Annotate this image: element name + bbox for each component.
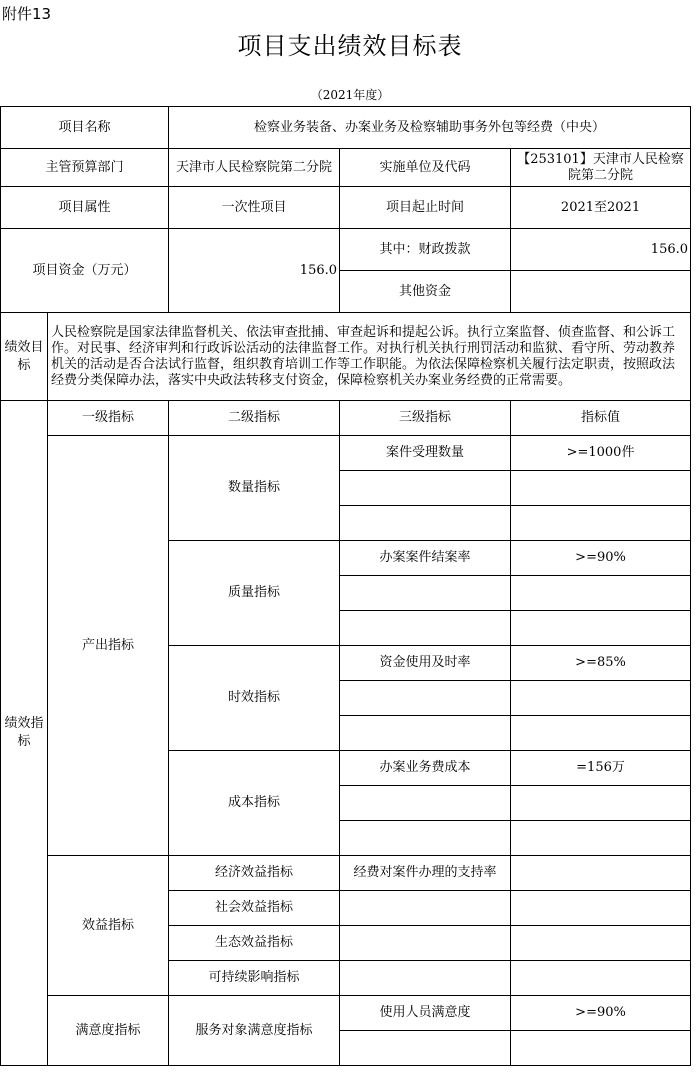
empty-cell	[340, 471, 511, 506]
fiscal-value: 156.0	[511, 229, 691, 271]
year-label: （2021年度）	[310, 88, 390, 102]
empty-cell	[340, 786, 511, 821]
unit-value: 【253101】天津市人民检察院第二分院	[511, 149, 691, 187]
dept-value: 天津市人民检察院第二分院	[169, 149, 340, 187]
goal-label: 绩效目标	[1, 313, 48, 401]
dept-label: 主管预算部门	[1, 149, 169, 187]
timeliness-value: >=85%	[511, 646, 691, 681]
indicators-label: 绩效指标	[1, 401, 48, 1066]
empty-cell	[340, 611, 511, 646]
empty-cell	[340, 926, 511, 961]
empty-cell	[340, 506, 511, 541]
header-level3: 三级指标	[340, 401, 511, 436]
other-fund-value	[511, 271, 691, 313]
quality-label: 质量指标	[169, 541, 340, 646]
quantity-name: 案件受理数量	[340, 436, 511, 471]
empty-cell	[340, 1031, 511, 1066]
empty-cell	[511, 926, 691, 961]
social-label: 社会效益指标	[169, 891, 340, 926]
empty-cell	[340, 716, 511, 751]
benefit-label: 效益指标	[48, 856, 169, 996]
cost-name: 办案业务费成本	[340, 751, 511, 786]
empty-cell	[511, 506, 691, 541]
quantity-value: >=1000件	[511, 436, 691, 471]
fund-label: 项目资金（万元）	[1, 229, 169, 313]
other-fund-label: 其他资金	[340, 271, 511, 313]
sustainable-label: 可持续影响指标	[169, 961, 340, 996]
empty-cell	[511, 716, 691, 751]
empty-cell	[511, 681, 691, 716]
project-name: 检察业务装备、办案业务及检察辅助事务外包等经费（中央）	[169, 107, 691, 149]
empty-cell	[340, 576, 511, 611]
empty-cell	[340, 891, 511, 926]
period-value: 2021至2021	[511, 187, 691, 229]
performance-table	[0, 106, 691, 1066]
header-value: 指标值	[511, 401, 691, 436]
quantity-label: 数量指标	[169, 436, 340, 541]
empty-cell	[511, 786, 691, 821]
service-satisfaction-value: >=90%	[511, 996, 691, 1031]
unit-label: 实施单位及代码	[340, 149, 511, 187]
empty-cell	[511, 1031, 691, 1066]
goal-text: 人民检察院是国家法律监督机关、依法审查批捕、审查起诉和提起公诉。执行立案监督、侦查监督、和公诉工作。对民事、经济审判和行政诉讼活动的法律监督工作。对执行机关执行刑罚活动和监狱、看守所、劳动教养机关的活动是否合法试行监督，组织教育培训工作等工作职能。为依法保障检察机关履行法定职责，按照政法经费分类保障办法，落实中央政法转移支付资金，保障检察机关办案业务经费的正常需要。	[48, 313, 691, 401]
empty-cell	[511, 611, 691, 646]
satisfaction-label: 满意度指标	[48, 996, 169, 1066]
period-label: 项目起止时间	[340, 187, 511, 229]
cost-value: =156万	[511, 751, 691, 786]
fund-total: 156.0	[169, 229, 340, 313]
empty-cell	[340, 821, 511, 856]
fiscal-label: 其中：财政拨款	[340, 229, 511, 271]
economic-name: 经费对案件办理的支持率	[340, 856, 511, 891]
timeliness-label: 时效指标	[169, 646, 340, 751]
service-satisfaction-label: 服务对象满意度指标	[169, 996, 340, 1066]
service-satisfaction-name: 使用人员满意度	[340, 996, 511, 1031]
empty-cell	[340, 681, 511, 716]
quality-value: >=90%	[511, 541, 691, 576]
empty-cell	[511, 821, 691, 856]
timeliness-name: 资金使用及时率	[340, 646, 511, 681]
page-title: 项目支出绩效目标表	[237, 32, 463, 60]
project-name-label: 项目名称	[1, 107, 169, 149]
empty-cell	[340, 961, 511, 996]
empty-cell	[511, 961, 691, 996]
empty-cell	[511, 891, 691, 926]
empty-cell	[511, 471, 691, 506]
empty-cell	[511, 576, 691, 611]
cost-label: 成本指标	[169, 751, 340, 856]
output-label: 产出指标	[48, 436, 169, 856]
attachment-label: 附件13	[2, 5, 52, 23]
header-level2: 二级指标	[169, 401, 340, 436]
economic-label: 经济效益指标	[169, 856, 340, 891]
attr-label: 项目属性	[1, 187, 169, 229]
economic-value	[511, 856, 691, 891]
ecological-label: 生态效益指标	[169, 926, 340, 961]
attr-value: 一次性项目	[169, 187, 340, 229]
quality-name: 办案案件结案率	[340, 541, 511, 576]
header-level1: 一级指标	[48, 401, 169, 436]
